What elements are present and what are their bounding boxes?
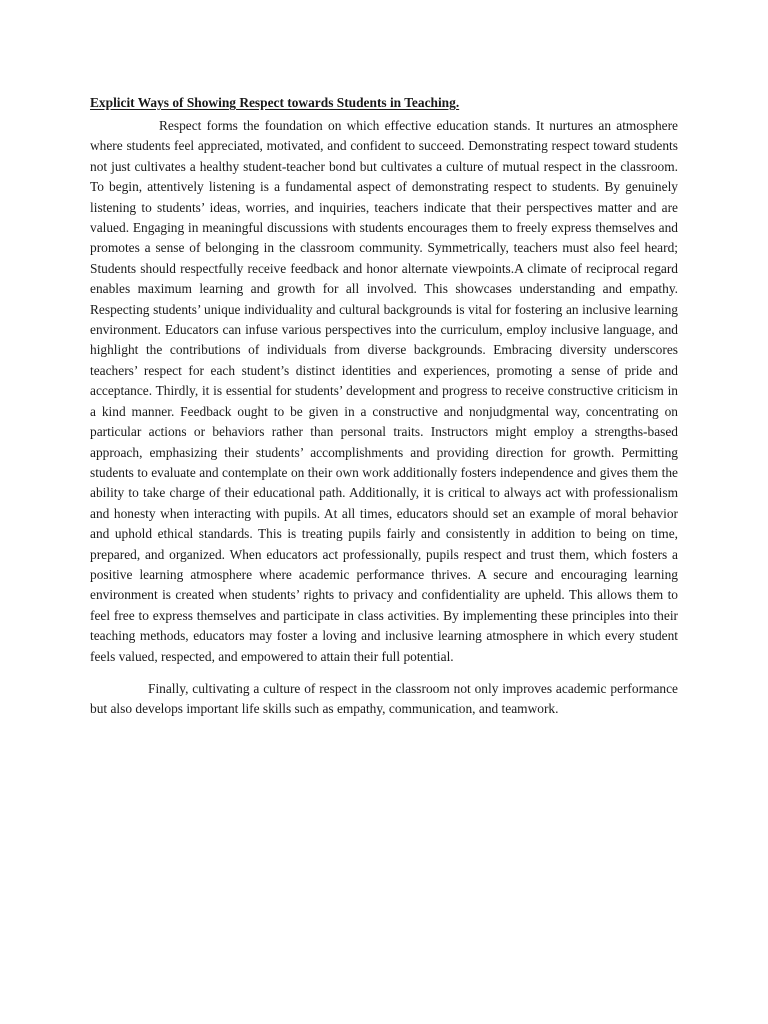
body-paragraph-1: Respect forms the foundation on which effective education stands. It nurtures an atmosphere where students feel appreciated, motivated, and confident to succeed. Demonstrating respect toward students not just cultivates a healthy student-teacher bond but cultivates a culture of mutual respect in the classroom. To begin, attentively listening is a fundamental aspect of demonstrating respect to students. By genuinely listening to students’ ideas, worries, and inquiries, teachers indicate that their perspectives matter and are valued. Engaging in meaningful discussions with students encourages them to freely express themselves and promotes a sense of belonging in the classroom community. Symmetrically, teachers must also feel heard; Students should respectfully receive feedback and honor alternate viewpoints.A climate of reciprocal regard enables maximum learning and growth for all involved. This showcases understanding and empathy. Respecting students’ unique individuality and cultural backgrounds is vital for fostering an inclusive learning environment. Educators can infuse various perspectives into the curriculum, employ inclusive language, and highlight the contributions of individuals from diverse backgrounds. Embracing diversity underscores teachers’ respect for each student’s distinct identities and experiences, promoting a sense of pride and acceptance. Thirdly, it is essential for students’ development and progress to receive constructive criticism in a kind manner. Feedback ought to be given in a constructive and nonjudgmental way, concentrating on particular actions or behaviors rather than personal traits. Instructors might employ a strengths-based approach, emphasizing their students’ accomplishments and providing direction for growth. Permitting students to evaluate and contemplate on their own work additionally fosters independence and gives them the ability to take charge of their educational path. Additionally, it is critical to always act with professionalism and honesty when interacting with pupils. At all times, educators should set an example of moral behavior and uphold ethical standards. This is treating pupils fairly and consistently in addition to being on time, prepared, and organized. When educators act professionally, pupils respect and trust them, which fosters a positive learning atmosphere where academic performance thrives. A secure and encouraging learning environment is created when students’ rights to privacy and confidentiality are upheld. This allows them to feel free to express themselves and participate in class activities. By implementing these principles into their teaching methods, educators may foster a loving and inclusive learning atmosphere in which every student feels valued, respected, and empowered to attain their full potential. <box>90 118 678 664</box>
body-paragraph-2: Finally, cultivating a culture of respect in the classroom not only improves academic performance but also develops important life skills such as empathy, communication, and teamwork. <box>90 680 678 717</box>
document-title: Explicit Ways of Showing Respect towards Students in Teaching. <box>90 95 460 110</box>
